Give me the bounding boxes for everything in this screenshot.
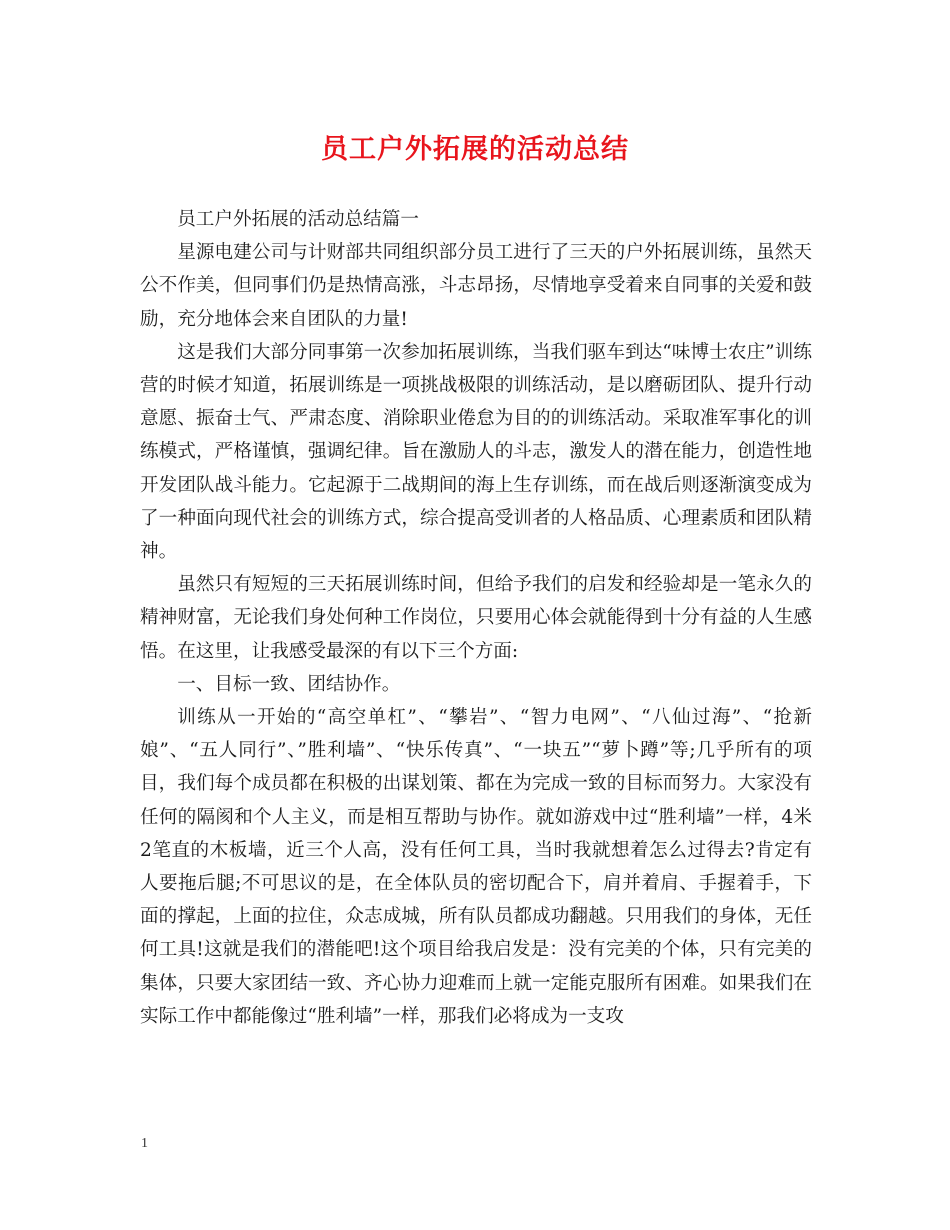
paragraph: 虽然只有短短的三天拓展训练时间，但给予我们的启发和经验却是一笔永久的精神财富，无论我们身处何种工作岗位，只要用心体会就能得到十分有益的人生感悟。在这里，让我感受最深的有以下三个方面: xyxy=(140,574,812,662)
section-heading: 一、目标一致、团结协作。 xyxy=(177,673,401,695)
paragraph-subtitle: 员工户外拓展的活动总结篇一 xyxy=(177,209,419,230)
document-title: 员工户外拓展的活动总结 xyxy=(321,134,629,165)
page-number: 1 xyxy=(141,1136,148,1151)
paragraph: 训练从一开始的“高空单杠”、“攀岩”、“智力电网”、“八仙过海”、“抢新娘”、“五人同行”、”胜利墙”、“快乐传真”、“一块五”“萝卜蹲”等;几乎所有的项目，我们每个成员都在积极的出谋划策、都在为完成一致的目标而努力。大家没有任何的隔阂和个人主义，而是相互帮助与协作。就如游戏中过“胜利墙”一样，4米2笔直的木板墙，近三个人高，没有任何工具，当时我就想着怎么过得去?肯定有人要拖后腿;不可思议的是，在全体队员的密切配合下，肩并着肩、手握着手，下面的撑起，上面的拉住，众志成城，所有队员都成功翻越。只用我们的身体，无任何工具!这就是我们的潜能吧!这个项目给我启发是：没有完美的个体，只有完美的集体，只要大家团结一致、齐心协力迎难而上就一定能克服所有困难。如果我们在实际工作中都能像过“胜利墙”一样，那我们必将成为一支攻 xyxy=(140,707,812,1027)
document-body xyxy=(140,203,812,1033)
paragraph: 星源电建公司与计财部共同组织部分员工进行了三天的户外拓展训练，虽然天公不作美，但同事们仍是热情高涨，斗志昂扬，尽情地享受着来自同事的关爱和鼓励，充分地体会来自团队的力量! xyxy=(140,242,812,330)
paragraph: 这是我们大部分同事第一次参加拓展训练，当我们驱车到达“味博士农庄”训练营的时候才知道，拓展训练是一项挑战极限的训练活动，是以磨砺团队、提升行动意愿、振奋士气、严肃态度、消除职业倦怠为目的的训练活动。采取准军事化的训练模式，严格谨慎，强调纪律。旨在激励人的斗志，激发人的潜在能力，创造性地开发团队战斗能力。它起源于二战期间的海上生存训练，而在战后则逐渐演变成为了一种面向现代社会的训练方式，综合提高受训者的人格品质、心理素质和团队精神。 xyxy=(140,341,812,563)
